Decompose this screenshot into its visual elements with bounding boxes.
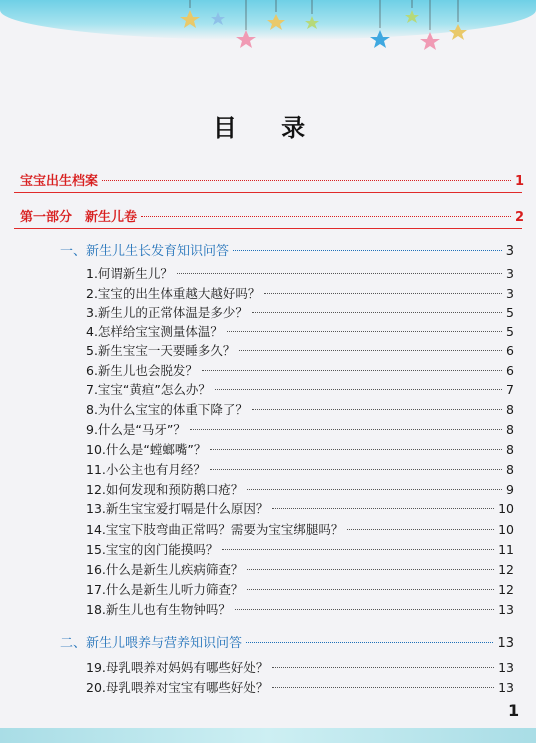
toc-item[interactable]	[86, 284, 514, 302]
toc-item-label: 19.母乳喂养对妈妈有哪些好处？	[86, 660, 269, 675]
toc-item[interactable]	[86, 322, 514, 340]
toc-leader	[272, 687, 494, 688]
toc-section-2[interactable]	[60, 632, 514, 651]
toc-page-number: 10	[498, 501, 514, 516]
toc-page-number: 13	[498, 602, 514, 617]
toc-page-number: 13	[498, 680, 514, 695]
toc-item[interactable]	[86, 480, 514, 498]
toc-item-label: 1.何谓新生儿？	[86, 266, 173, 281]
toc-item[interactable]	[86, 380, 514, 398]
toc-page-number: 10	[498, 522, 514, 537]
toc-leader	[222, 549, 494, 550]
toc-item[interactable]	[86, 678, 514, 696]
toc-page-number: 12	[498, 562, 514, 577]
toc-item[interactable]	[86, 303, 514, 321]
toc-leader	[347, 529, 494, 530]
toc-item[interactable]	[86, 264, 514, 282]
toc-page-number: 8	[506, 402, 514, 417]
toc-item-label: 5.新生宝宝一天要睡多久？	[86, 343, 236, 358]
toc-page-number: 1	[514, 174, 524, 189]
toc-item[interactable]	[86, 361, 514, 379]
toc-section-label: 二、新生儿喂养与营养知识问答	[60, 636, 243, 651]
toc-item[interactable]	[86, 600, 514, 618]
toc-page-number: 3	[505, 244, 514, 259]
divider	[14, 228, 522, 229]
toc-leader	[247, 489, 502, 490]
divider	[14, 192, 522, 193]
toc-item-label: 9.什么是“马牙”？	[86, 422, 186, 437]
toc-item-label: 13.新生宝宝爱打嗝是什么原因？	[86, 501, 269, 516]
toc-item[interactable]	[86, 420, 514, 438]
toc-leader	[141, 216, 511, 217]
page-title: 目 录	[212, 114, 324, 142]
toc-item-label: 8.为什么宝宝的体重下降了？	[86, 402, 248, 417]
toc-leader	[233, 250, 502, 251]
toc-leader	[247, 569, 494, 570]
toc-item-label: 16.什么是新生儿疾病筛查？	[86, 562, 244, 577]
toc-item[interactable]	[86, 499, 514, 517]
toc-item[interactable]	[86, 540, 514, 558]
toc-leader	[246, 642, 493, 643]
toc-leader	[272, 508, 494, 509]
toc-item-label: 20.母乳喂养对宝宝有哪些好处？	[86, 680, 269, 695]
toc-item[interactable]	[86, 580, 514, 598]
toc-item-label: 6.新生儿也会脱发？	[86, 363, 198, 378]
toc-item[interactable]	[86, 560, 514, 578]
toc-page-number: 7	[506, 382, 514, 397]
toc-item[interactable]	[86, 658, 514, 676]
toc-leader	[190, 429, 502, 430]
toc-page-number: 9	[506, 482, 514, 497]
toc-leader	[210, 449, 502, 450]
toc-section-label: 一、新生儿生长发育知识问答	[60, 244, 230, 259]
toc-leader	[252, 312, 502, 313]
star-icon	[180, 10, 467, 50]
decorative-footer	[0, 728, 536, 743]
toc-item-label: 14.宝宝下肢弯曲正常吗？需要为宝宝绑腿吗？	[86, 522, 344, 537]
toc-item-label: 15.宝宝的囟门能摸吗？	[86, 542, 219, 557]
toc-entry-label: 第一部分 新生儿卷	[20, 210, 138, 225]
toc-leader	[235, 609, 494, 610]
toc-page-number: 2	[514, 210, 524, 225]
toc-entry-part1[interactable]	[20, 206, 524, 225]
toc-leader	[272, 667, 494, 668]
toc-page-number: 13	[498, 660, 514, 675]
toc-page-number: 5	[506, 305, 514, 320]
toc-item-label: 2.宝宝的出生体重越大越好吗？	[86, 286, 261, 301]
toc-page-number: 5	[506, 324, 514, 339]
toc-item[interactable]	[86, 341, 514, 359]
toc-leader	[215, 389, 502, 390]
toc-leader	[177, 273, 502, 274]
toc-leader	[264, 293, 502, 294]
toc-page-number: 8	[506, 422, 514, 437]
toc-item-label: 7.宝宝“黄疸”怎么办？	[86, 382, 211, 397]
toc-item-label: 10.什么是“螳螂嘴”？	[86, 442, 207, 457]
toc-leader	[252, 409, 502, 410]
toc-page-number: 6	[506, 363, 514, 378]
toc-leader	[239, 350, 502, 351]
toc-leader	[210, 469, 502, 470]
toc-page-number: 8	[506, 442, 514, 457]
toc-item-label: 4.怎样给宝宝测量体温？	[86, 324, 223, 339]
toc-leader	[102, 180, 511, 181]
toc-item-label: 11.小公主也有月经？	[86, 462, 206, 477]
toc-item[interactable]	[86, 460, 514, 478]
toc-page-number: 8	[506, 462, 514, 477]
toc-leader	[202, 370, 502, 371]
toc-item-label: 3.新生儿的正常体温是多少？	[86, 305, 248, 320]
toc-item[interactable]	[86, 440, 514, 458]
toc-page-number: 12	[498, 582, 514, 597]
toc-entry-archive[interactable]	[20, 170, 524, 189]
page-number: 1	[508, 701, 520, 720]
star-decoration	[0, 0, 536, 60]
toc-page-number: 3	[506, 266, 514, 281]
toc-leader	[227, 331, 502, 332]
toc-item[interactable]	[86, 400, 514, 418]
toc-page-number: 13	[497, 636, 514, 651]
toc-item-label: 12.如何发现和预防鹅口疮？	[86, 482, 244, 497]
toc-page-number: 3	[506, 286, 514, 301]
toc-item-label: 17.什么是新生儿听力筛查？	[86, 582, 244, 597]
toc-entry-label: 宝宝出生档案	[20, 174, 99, 189]
toc-section-1[interactable]	[60, 240, 514, 259]
toc-item-label: 18.新生儿也有生物钟吗？	[86, 602, 231, 617]
toc-leader	[247, 589, 494, 590]
toc-item[interactable]	[86, 520, 514, 538]
toc-page-number: 6	[506, 343, 514, 358]
toc-page-number: 11	[498, 542, 514, 557]
